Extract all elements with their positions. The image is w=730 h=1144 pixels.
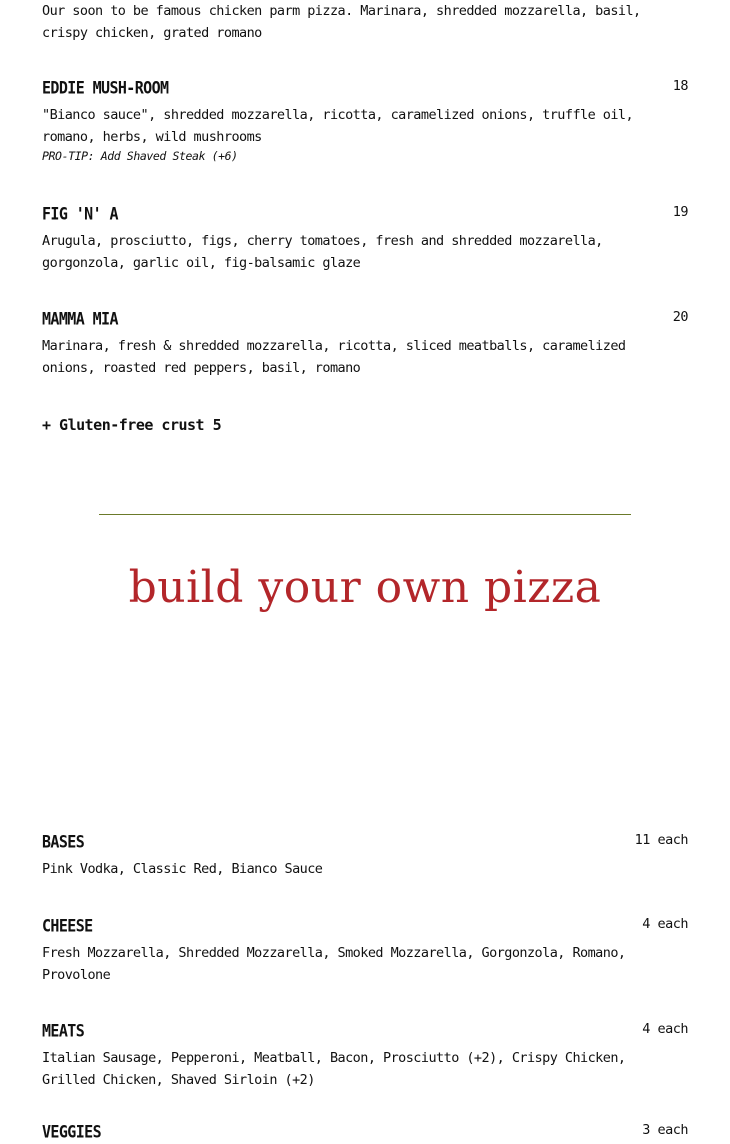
menu-item-fig-n-a	[42, 204, 688, 274]
menu-item-mamma-mia	[42, 309, 688, 379]
item-pro-tip: PRO-TIP: Add Shaved Steak (+6)	[42, 149, 238, 163]
item-price: 11 each	[634, 832, 688, 848]
item-description: Arugula, prosciutto, figs, cherry tomatoes, fresh and shredded mozzarella, gorgonzola, garlic oil, fig-balsamic glaze	[42, 233, 603, 271]
item-price: 19	[672, 204, 688, 220]
item-price: 20	[672, 309, 688, 325]
gluten-free-addon: + Gluten-free crust 5	[42, 416, 222, 434]
item-price: 3 each	[642, 1122, 688, 1138]
item-name: CHEESE	[42, 916, 93, 937]
item-name: VEGGIES	[42, 1122, 102, 1143]
item-description: Marinara, fresh & shredded mozzarella, ricotta, sliced meatballs, caramelized onions, roasted red peppers, basil, romano	[42, 338, 626, 376]
item-description: Italian Sausage, Pepperoni, Meatball, Bacon, Prosciutto (+2), Crispy Chicken, Grilled Chicken, Shaved Sirloin (+2)	[42, 1050, 626, 1088]
build-item-cheese	[42, 916, 688, 986]
item-name: FIG 'N' A	[42, 204, 118, 225]
item-name: EDDIE MUSH-ROOM	[42, 78, 169, 99]
section-title: build your own pizza	[128, 562, 602, 613]
item-price: 18	[672, 78, 688, 94]
item-name: MEATS	[42, 1021, 85, 1042]
item-name: MAMMA MIA	[42, 309, 118, 330]
section-divider	[99, 514, 631, 515]
item-name: BASES	[42, 832, 85, 853]
build-item-bases	[42, 832, 688, 880]
item-description: Pink Vodka, Classic Red, Bianco Sauce	[42, 861, 323, 877]
menu-item-eddie-mush-room	[42, 78, 688, 164]
item-price: 4 each	[642, 1021, 688, 1037]
item-description: Fresh Mozzarella, Shredded Mozzarella, Smoked Mozzarella, Gorgonzola, Romano, Provolone	[42, 945, 626, 983]
build-item-veggies	[42, 1122, 688, 1144]
item-price: 4 each	[642, 916, 688, 932]
item-description: "Bianco sauce", shredded mozzarella, ricotta, caramelized onions, truffle oil, romano, herbs, wild mushrooms	[42, 107, 634, 145]
item-description: Our soon to be famous chicken parm pizza. Marinara, shredded mozzarella, basil, crispy chicken, grated romano	[42, 3, 641, 41]
menu-item-chicken-parm	[42, 0, 688, 44]
build-item-meats	[42, 1021, 688, 1091]
